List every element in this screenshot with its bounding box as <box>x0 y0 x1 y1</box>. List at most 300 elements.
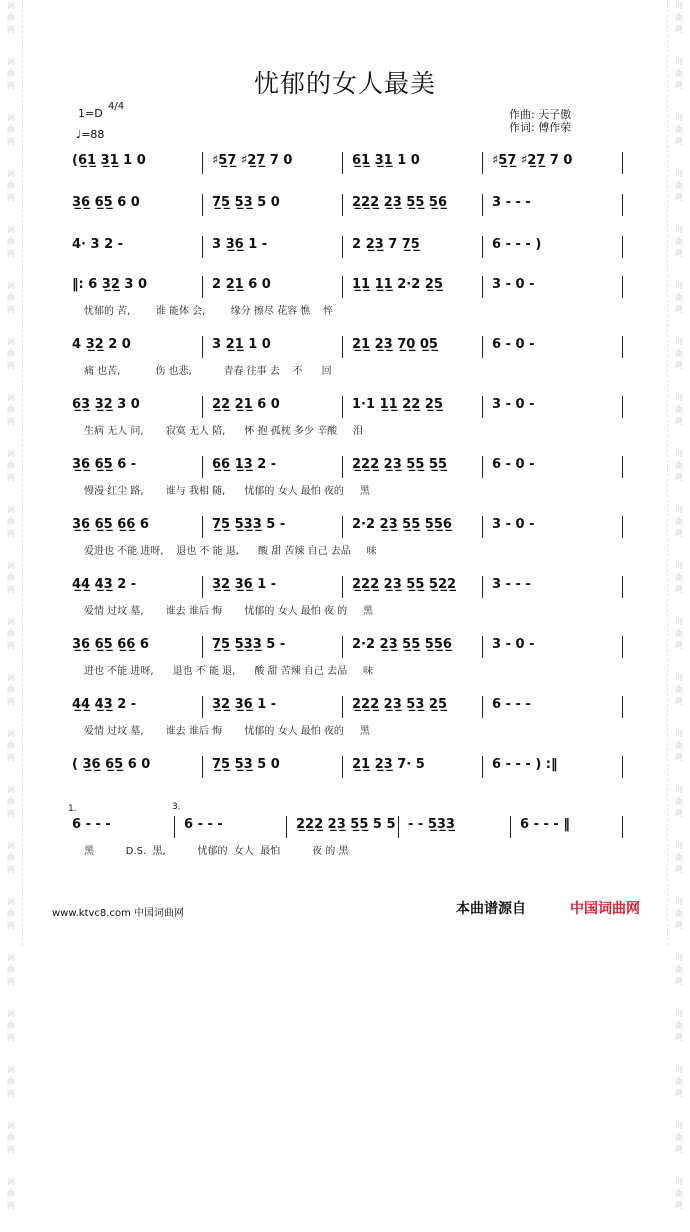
watermark-char: 曲 <box>675 573 683 582</box>
bar-line <box>622 336 623 358</box>
watermark-gap <box>668 708 690 728</box>
watermark-gap <box>0 932 22 952</box>
measure: 6 - 0 - <box>492 457 535 472</box>
watermark-char: 网 <box>675 1201 683 1210</box>
bar-line <box>286 816 287 838</box>
bar-line <box>482 194 483 216</box>
watermark-gap <box>668 428 690 448</box>
bar-line <box>202 636 203 658</box>
watermark-char: 曲 <box>7 405 15 414</box>
watermark-gap <box>668 36 690 56</box>
notes-line <box>64 516 624 538</box>
watermark-char: 词 <box>7 953 15 962</box>
key-signature: 1=D <box>78 107 103 120</box>
measure: 3 - 0 - <box>492 397 535 412</box>
watermark-char: 网 <box>7 1145 15 1154</box>
watermark-gap <box>0 764 22 784</box>
measure: 2̲2̲2̲ 2̲3̲ 5̲5̲ 5 5 <box>296 817 396 832</box>
watermark-char: 词 <box>675 281 683 290</box>
bar-line <box>622 396 623 418</box>
watermark-char: 曲 <box>7 461 15 470</box>
measure: 6 - - - <box>184 817 223 832</box>
watermark-char: 曲 <box>675 1189 683 1198</box>
watermark-char: 网 <box>675 1033 683 1042</box>
measure: 2̲2̲2̲ 2̲3̲ 5̲5̲ 5̲6̲ <box>352 195 447 210</box>
notes-line <box>64 396 624 418</box>
watermark-char: 网 <box>675 585 683 594</box>
watermark-char: 曲 <box>675 293 683 302</box>
measure: 3 - - - <box>492 577 531 592</box>
measure: 3̲2̲ 3̲6̲ 1 - <box>212 697 277 712</box>
watermark-char: 曲 <box>7 181 15 190</box>
bar-line <box>202 516 203 538</box>
watermark-gap <box>668 540 690 560</box>
watermark-char: 词 <box>7 897 15 906</box>
watermark-char: 曲 <box>675 237 683 246</box>
bar-line <box>174 816 175 838</box>
watermark-char: 网 <box>675 1089 683 1098</box>
measure: 4̲4̲ 4̲3̲ 2 - <box>72 577 137 592</box>
notes-line <box>64 152 624 174</box>
bar-line <box>202 152 203 174</box>
watermark-char: 词 <box>675 449 683 458</box>
composer-credit: 作曲: 天子傲 <box>509 108 572 121</box>
bar-line <box>342 456 343 478</box>
watermark-char: 网 <box>675 193 683 202</box>
watermark-gap <box>668 1212 690 1232</box>
watermark-char: 网 <box>7 193 15 202</box>
watermark-gap <box>0 260 22 280</box>
lyrics-line: 进也 不能 进呀, 退也 不 能 退, 酸 甜 苦辣 自己 去品 味 <box>84 666 374 677</box>
watermark-char: 网 <box>7 417 15 426</box>
watermark-char: 网 <box>7 1201 15 1210</box>
watermark-char: 曲 <box>675 909 683 918</box>
watermark-char: 词 <box>7 1065 15 1074</box>
watermark-left <box>0 0 23 1210</box>
bar-line <box>342 696 343 718</box>
watermark-char: 网 <box>675 249 683 258</box>
watermark-char: 网 <box>7 305 15 314</box>
watermark-gap <box>668 204 690 224</box>
watermark-gap <box>668 260 690 280</box>
watermark-char: 词 <box>675 169 683 178</box>
bar-line <box>482 152 483 174</box>
bar-line <box>202 194 203 216</box>
measure: 2̲1̲ 2̲3̲ 7̲0̲ 0̲5̲ <box>352 337 438 352</box>
watermark-char: 网 <box>675 865 683 874</box>
watermark-gap <box>0 204 22 224</box>
watermark-gap <box>0 372 22 392</box>
watermark-char: 网 <box>675 417 683 426</box>
watermark-char: 词 <box>7 561 15 570</box>
measure: (6̲1̲ 3̲1̲ 1 0 <box>72 153 146 168</box>
measure: 4· 3 2 - <box>72 237 124 252</box>
watermark-char: 网 <box>7 1089 15 1098</box>
watermark-char: 词 <box>7 169 15 178</box>
lyrics-line: 忧郁的 苦, 谁 能体 会, 缘分 擦尽 花容 憔 悴 <box>84 306 334 317</box>
watermark-char: 网 <box>7 977 15 986</box>
watermark-gap <box>668 148 690 168</box>
watermark-char: 网 <box>675 305 683 314</box>
bar-line <box>482 576 483 598</box>
watermark-char: 网 <box>7 25 15 34</box>
watermark-char: 网 <box>7 865 15 874</box>
measure: 2·2 2̲3̲ 5̲5̲ 5̲5̲6̲ <box>352 517 452 532</box>
watermark-char: 词 <box>675 393 683 402</box>
watermark-gap <box>0 708 22 728</box>
watermark-char: 词 <box>675 1177 683 1186</box>
watermark-char: 网 <box>7 641 15 650</box>
watermark-gap <box>0 148 22 168</box>
watermark-char: 词 <box>675 673 683 682</box>
watermark-gap <box>668 596 690 616</box>
watermark-char: 词 <box>675 953 683 962</box>
watermark-char: 网 <box>675 1145 683 1154</box>
watermark-char: 曲 <box>675 853 683 862</box>
watermark-char: 曲 <box>675 13 683 22</box>
watermark-char: 曲 <box>675 517 683 526</box>
bar-line <box>398 816 399 838</box>
measure: 3 3̲6̲ 1 - <box>212 237 268 252</box>
measure: 4 3̲2̲ 2 0 <box>72 337 131 352</box>
measure: 3 - 0 - <box>492 517 535 532</box>
bar-line <box>510 816 511 838</box>
credits <box>509 108 571 134</box>
measure: 2 2̲3̲ 7 7̲5̲ <box>352 237 420 252</box>
watermark-char: 曲 <box>7 349 15 358</box>
watermark-char: 曲 <box>675 349 683 358</box>
bar-line <box>342 276 343 298</box>
watermark-char: 词 <box>675 505 683 514</box>
watermark-gap <box>668 988 690 1008</box>
bar-line <box>482 456 483 478</box>
watermark-char: 曲 <box>675 629 683 638</box>
footer-source: 本曲谱源自 <box>456 901 526 917</box>
measure: - - 5̲3̲3̲ <box>408 817 455 832</box>
notes-line <box>64 696 624 718</box>
bar-line <box>342 236 343 258</box>
measure: 6̲3̲ 3̲2̲ 3 0 <box>72 397 140 412</box>
watermark-char: 词 <box>675 337 683 346</box>
watermark-char: 网 <box>7 529 15 538</box>
measure: 6 - - - <box>72 817 111 832</box>
measure: 2·2 2̲3̲ 5̲5̲ 5̲5̲6̲ <box>352 637 452 652</box>
measure: ♯5̲7̲ ♯2̲7̲ 7 0 <box>212 153 293 168</box>
measure: 7̲5̲ 5̲3̲ 5 0 <box>212 195 280 210</box>
watermark-char: 网 <box>7 81 15 90</box>
watermark-char: 网 <box>7 697 15 706</box>
watermark-char: 网 <box>675 697 683 706</box>
watermark-char: 网 <box>675 137 683 146</box>
watermark-char: 网 <box>7 921 15 930</box>
watermark-char: 网 <box>7 473 15 482</box>
measure: 7̲5̲ 5̲3̲3̲ 5 - <box>212 637 286 652</box>
notes-line <box>64 636 624 658</box>
lyricist-credit: 作词: 傅作荣 <box>509 121 572 134</box>
watermark-char: 词 <box>7 281 15 290</box>
watermark-char: 网 <box>7 1033 15 1042</box>
watermark-char: 网 <box>675 977 683 986</box>
measure: 6 - - - ) <box>492 237 542 252</box>
bar-line <box>202 276 203 298</box>
watermark-char: 词 <box>675 1121 683 1130</box>
measure: 6 - 0 - <box>492 337 535 352</box>
watermark-char: 词 <box>7 1 15 10</box>
lyrics-line: 痛 也苦, 伤 也悲, 青春 往事 去 不 回 <box>84 366 332 377</box>
notes-line <box>64 276 624 298</box>
measure: 3 2̲1̲ 1 0 <box>212 337 271 352</box>
watermark-gap <box>668 764 690 784</box>
watermark-gap <box>668 1044 690 1064</box>
bar-line <box>622 276 623 298</box>
watermark-gap <box>668 1100 690 1120</box>
watermark-char: 词 <box>7 113 15 122</box>
notes-line <box>64 816 624 838</box>
measure: 2̲2̲2̲ 2̲3̲ 5̲5̲ 5̲5̲ <box>352 457 447 472</box>
watermark-char: 词 <box>675 1065 683 1074</box>
watermark-char: 曲 <box>7 237 15 246</box>
watermark-char: 网 <box>675 921 683 930</box>
watermark-char: 网 <box>675 81 683 90</box>
watermark-char: 曲 <box>7 125 15 134</box>
bar-line <box>482 516 483 538</box>
lyrics-line: 生病 无人 问, 寂寞 无人 陪, 怀 抱 孤枕 多少 辛酸 泪 <box>84 426 364 437</box>
bar-line <box>342 336 343 358</box>
measure: 6̲6̲ 1̲3̲ 2 - <box>212 457 277 472</box>
measure: 3̲2̲ 3̲6̲ 1 - <box>212 577 277 592</box>
bar-line <box>342 756 343 778</box>
bar-line <box>622 456 623 478</box>
measure: 3̲6̲ 6̲5̲ 6̲6̲ 6 <box>72 517 149 532</box>
watermark-gap <box>0 540 22 560</box>
footer-brand: 中国词曲网 <box>570 901 640 917</box>
bar-line <box>482 696 483 718</box>
watermark-char: 曲 <box>675 461 683 470</box>
bar-line <box>482 636 483 658</box>
watermark-char: 曲 <box>7 1077 15 1086</box>
bar-line <box>202 236 203 258</box>
measure: 3̲6̲ 6̲5̲ 6 - <box>72 457 137 472</box>
watermark-char: 词 <box>7 393 15 402</box>
bar-line <box>342 516 343 538</box>
watermark-gap <box>0 1212 22 1232</box>
measure: 4̲4̲ 4̲3̲ 2 - <box>72 697 137 712</box>
bar-line <box>202 336 203 358</box>
watermark-char: 曲 <box>675 1077 683 1086</box>
watermark-char: 词 <box>675 897 683 906</box>
volta-two: 3. <box>172 802 181 812</box>
watermark-gap <box>668 316 690 336</box>
watermark-gap <box>0 36 22 56</box>
notes-line <box>64 194 624 216</box>
notes-line <box>64 236 624 258</box>
measure: 2̲2̲2̲ 2̲3̲ 5̲3̲ 2̲5̲ <box>352 697 447 712</box>
watermark-char: 词 <box>675 561 683 570</box>
bar-line <box>622 516 623 538</box>
watermark-char: 词 <box>675 729 683 738</box>
watermark-char: 曲 <box>7 797 15 806</box>
bar-line <box>482 756 483 778</box>
watermark-char: 网 <box>7 249 15 258</box>
measure: 3̲6̲ 6̲5̲ 6̲6̲ 6 <box>72 637 149 652</box>
measure: 1·1 1̲1̲ 2̲2̲ 2̲5̲ <box>352 397 443 412</box>
bar-line <box>482 336 483 358</box>
bar-line <box>622 236 623 258</box>
watermark-char: 曲 <box>675 1021 683 1030</box>
measure: 6 - - - ) :‖ <box>492 757 558 772</box>
watermark-char: 词 <box>675 785 683 794</box>
lyrics-line: 慢漫 红尘 路, 谁与 我相 随, 忧郁的 女人 最怕 夜的 黑 <box>84 486 370 497</box>
bar-line <box>622 756 623 778</box>
song-title: 忧郁的女人最美 <box>253 69 436 98</box>
measure: ( 3̲6̲ 6̲5̲ 6 0 <box>72 757 151 772</box>
measure: 3 - 0 - <box>492 277 535 292</box>
watermark-char: 词 <box>675 57 683 66</box>
watermark-char: 词 <box>675 617 683 626</box>
notes-line <box>64 336 624 358</box>
measure: 3̲6̲ 6̲5̲ 6 0 <box>72 195 140 210</box>
measure: 6̲1̲ 3̲1̲ 1 0 <box>352 153 420 168</box>
watermark-char: 词 <box>7 337 15 346</box>
time-signature <box>108 101 124 112</box>
measure: 6 - - - ‖ <box>520 817 570 832</box>
measure: 7̲5̲ 5̲3̲3̲ 5 - <box>212 517 286 532</box>
watermark-gap <box>668 932 690 952</box>
measure: 6 - - - <box>492 697 531 712</box>
watermark-gap <box>0 484 22 504</box>
watermark-char: 曲 <box>7 573 15 582</box>
bar-line <box>342 576 343 598</box>
watermark-right <box>667 0 690 1210</box>
time-value: 4/4 <box>108 101 125 112</box>
bar-line <box>622 194 623 216</box>
notes-line <box>64 456 624 478</box>
measure: 2̲1̲ 2̲3̲ 7· 5 <box>352 757 425 772</box>
watermark-char: 网 <box>675 809 683 818</box>
measure: 2 2̲1̲ 6 0 <box>212 277 271 292</box>
watermark-char: 网 <box>675 753 683 762</box>
watermark-char: 曲 <box>7 69 15 78</box>
watermark-gap <box>0 876 22 896</box>
watermark-char: 词 <box>7 1121 15 1130</box>
watermark-gap <box>668 876 690 896</box>
watermark-char: 网 <box>675 25 683 34</box>
volta-one: 1. <box>68 804 77 814</box>
watermark-char: 词 <box>7 729 15 738</box>
watermark-gap <box>668 652 690 672</box>
lyrics-line: 爱情 过坟 墓, 谁去 谁后 悔 忧郁的 女人 最怕 夜 的 黑 <box>84 606 374 617</box>
measure: 1̲1̲ 1̲1̲ 2·2 2̲5̲ <box>352 277 443 292</box>
lyrics-line: 爱进也 不能 进呀, 退也 不 能 退, 酸 甜 苦辣 自己 去品 味 <box>84 546 377 557</box>
watermark-char: 曲 <box>675 1133 683 1142</box>
bar-line <box>342 636 343 658</box>
bar-line <box>342 396 343 418</box>
bar-line <box>202 756 203 778</box>
watermark-char: 曲 <box>7 629 15 638</box>
watermark-char: 词 <box>7 449 15 458</box>
watermark-char: 曲 <box>7 293 15 302</box>
watermark-char: 曲 <box>7 965 15 974</box>
notes-line <box>64 576 624 598</box>
watermark-char: 词 <box>7 225 15 234</box>
watermark-char: 曲 <box>7 741 15 750</box>
watermark-char: 词 <box>7 505 15 514</box>
watermark-char: 曲 <box>7 853 15 862</box>
bar-line <box>482 236 483 258</box>
measure: 7̲5̲ 5̲3̲ 5 0 <box>212 757 280 772</box>
watermark-char: 曲 <box>675 69 683 78</box>
lyrics-line: 黑 D.S. 黑, 忧郁的 女人 最怕 夜 的 黑 <box>84 846 349 857</box>
watermark-char: 词 <box>675 113 683 122</box>
watermark-gap <box>668 1156 690 1176</box>
watermark-gap <box>668 372 690 392</box>
bar-line <box>202 396 203 418</box>
watermark-char: 曲 <box>675 741 683 750</box>
watermark-char: 曲 <box>7 1133 15 1142</box>
watermark-char: 词 <box>7 841 15 850</box>
watermark-char: 网 <box>675 529 683 538</box>
bar-line <box>622 816 623 838</box>
watermark-char: 网 <box>675 641 683 650</box>
watermark-gap <box>0 652 22 672</box>
watermark-char: 词 <box>675 1 683 10</box>
bar-line <box>342 194 343 216</box>
bar-line <box>622 696 623 718</box>
watermark-gap <box>0 1044 22 1064</box>
watermark-char: 曲 <box>675 965 683 974</box>
watermark-gap <box>0 316 22 336</box>
watermark-gap <box>0 428 22 448</box>
bar-line <box>202 696 203 718</box>
watermark-gap <box>668 820 690 840</box>
watermark-char: 网 <box>7 809 15 818</box>
bar-line <box>622 152 623 174</box>
bar-line <box>622 636 623 658</box>
watermark-gap <box>0 988 22 1008</box>
measure: 3 - 0 - <box>492 637 535 652</box>
watermark-char: 词 <box>7 785 15 794</box>
measure: 2̲2̲2̲ 2̲3̲ 5̲5̲ 5̲2̲2̲ <box>352 577 457 592</box>
bar-line <box>482 396 483 418</box>
watermark-char: 曲 <box>675 797 683 806</box>
watermark-char: 网 <box>7 753 15 762</box>
bar-line <box>202 456 203 478</box>
watermark-char: 曲 <box>7 685 15 694</box>
watermark-char: 曲 <box>7 517 15 526</box>
watermark-char: 曲 <box>675 405 683 414</box>
bar-line <box>342 152 343 174</box>
measure: 3 - - - <box>492 195 531 210</box>
lyrics-line: 爱情 过坟 墓, 谁去 谁后 悔 忧郁的 女人 最怕 夜的 黑 <box>84 726 370 737</box>
footer-site: www.ktvc8.com 中国词曲网 <box>52 908 185 919</box>
measure: ‖: 6 3̲2̲ 3 0 <box>72 277 148 292</box>
watermark-char: 曲 <box>7 1021 15 1030</box>
watermark-char: 词 <box>7 673 15 682</box>
watermark-char: 词 <box>7 57 15 66</box>
watermark-char: 曲 <box>675 685 683 694</box>
measure: 2̲2̲ 2̲1̲ 6 0 <box>212 397 280 412</box>
watermark-char: 网 <box>7 585 15 594</box>
watermark-char: 词 <box>7 1009 15 1018</box>
watermark-char: 词 <box>675 841 683 850</box>
tempo-mark: ♩=88 <box>76 128 105 141</box>
bar-line <box>482 276 483 298</box>
bar-line <box>622 576 623 598</box>
watermark-char: 曲 <box>7 13 15 22</box>
bar-line <box>202 576 203 598</box>
watermark-gap <box>668 484 690 504</box>
watermark-char: 词 <box>675 225 683 234</box>
